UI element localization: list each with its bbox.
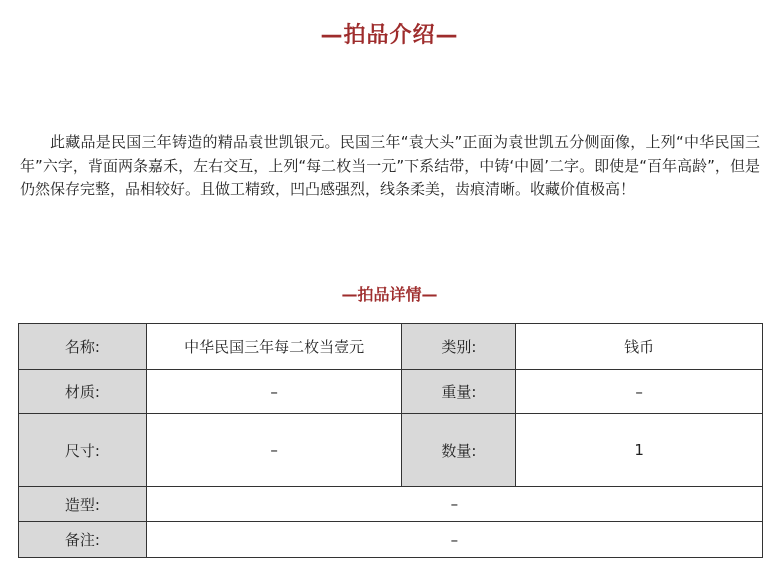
shape-label: 造型: — [19, 487, 147, 522]
remarks-value: – — [146, 522, 762, 558]
size-label: 尺寸: — [19, 414, 147, 487]
quantity-label: 数量: — [402, 414, 516, 487]
weight-value: – — [516, 370, 763, 414]
remarks-label: 备注: — [19, 522, 147, 558]
intro-paragraph: 此藏品是民国三年铸造的精品袁世凯银元。民国三年“袁大头”正面为袁世凯五分侧面像，上列“中华民国三年”六字，背面两条嘉禾，左右交互，上列“每二枚当一元”下系结带，中铸‘中圆’二字。即使是“百年高龄”，但是仍然保存完整，品相较好。且做工精致，凹凸感强烈，线条柔美，齿痕清晰。收藏价值极高！ — [20, 133, 760, 198]
category-value: 钱币 — [516, 324, 763, 370]
size-value: – — [146, 414, 402, 487]
material-value: – — [146, 370, 402, 414]
table-row-shape — [19, 487, 763, 522]
table-row-remarks — [19, 522, 763, 558]
quantity-value: 1 — [516, 414, 763, 487]
details-table — [18, 323, 763, 558]
weight-label: 重量: — [402, 370, 516, 414]
table-row-name — [19, 324, 763, 370]
section-title-details: —拍品详情— — [341, 285, 438, 304]
section-title-intro: —拍品介绍— — [320, 23, 459, 48]
shape-value: – — [146, 487, 762, 522]
name-value: 中华民国三年每二枚当壹元 — [146, 324, 402, 370]
material-label: 材质: — [19, 370, 147, 414]
table-row-material — [19, 370, 763, 414]
category-label: 类别: — [402, 324, 516, 370]
table-row-size — [19, 414, 763, 487]
name-label: 名称: — [19, 324, 147, 370]
